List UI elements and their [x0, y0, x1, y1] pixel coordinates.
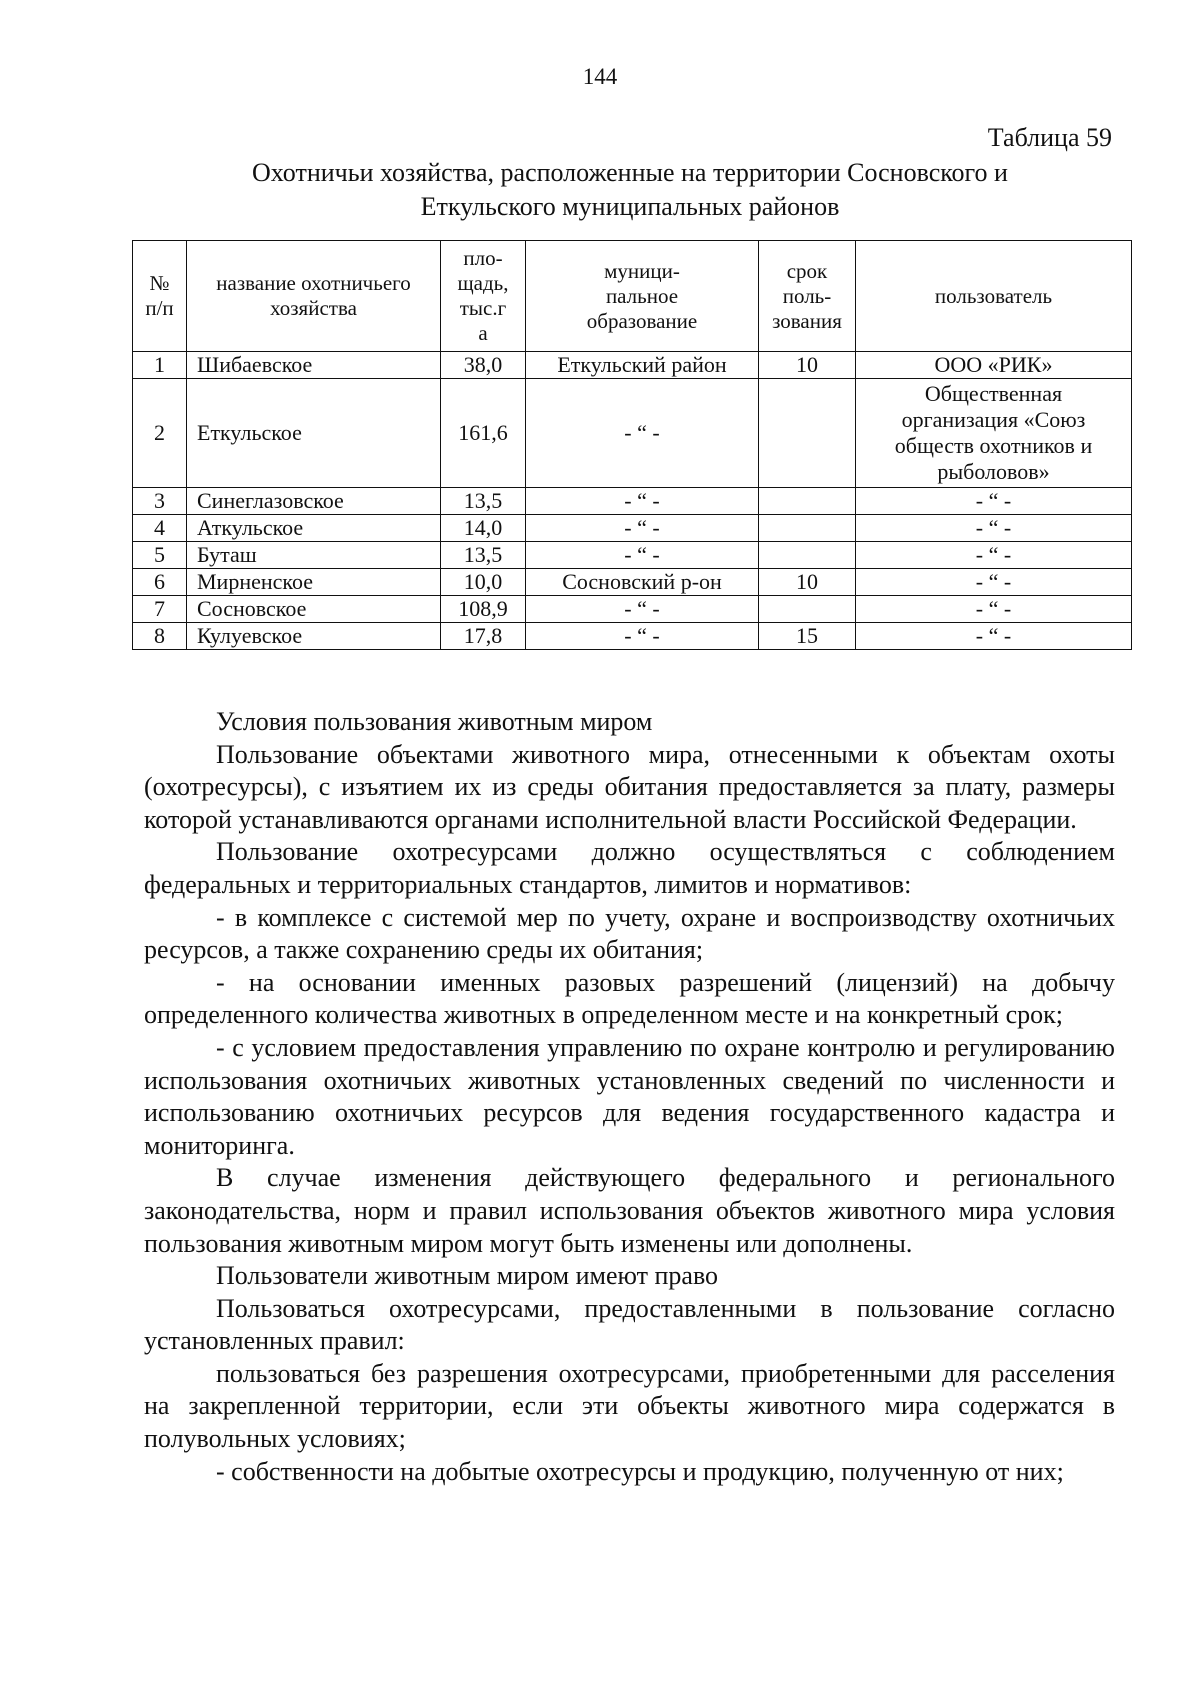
list-item: - в комплексе с системой мер по учету, охране и воспроизводству охотничьих ресурсов, а также сохранению среды их обитания;: [144, 902, 1115, 965]
table-row: [133, 569, 1132, 596]
cell-user: - “ -: [856, 488, 1132, 515]
cell-num: 2: [133, 379, 187, 488]
table-title-line: Охотничьи хозяйства, расположенные на территории Сосновского и: [252, 158, 1008, 187]
cell-user: - “ -: [856, 515, 1132, 542]
table-row: [133, 623, 1132, 650]
cell-term: [759, 379, 856, 488]
cell-municipality: - “ -: [526, 515, 759, 542]
header-municipality: муници- пальное образование: [526, 241, 759, 352]
header-name: название охотничьего хозяйства: [187, 241, 441, 352]
cell-name: Мирненское: [187, 569, 441, 596]
cell-term: [759, 515, 856, 542]
cell-municipality: - “ -: [526, 596, 759, 623]
cell-user: - “ -: [856, 542, 1132, 569]
cell-num: 6: [133, 569, 187, 596]
paragraph: Пользование охотресурсами должно осуществляться с соблюдением федеральных и территориальных стандартов, лимитов и нормативов:: [144, 837, 1115, 899]
cell-term: [759, 596, 856, 623]
cell-term: [759, 542, 856, 569]
cell-area: 38,0: [441, 352, 526, 379]
cell-area: 161,6: [441, 379, 526, 488]
cell-num: 8: [133, 623, 187, 650]
cell-name: Аткульское: [187, 515, 441, 542]
table-row: [133, 488, 1132, 515]
paragraph: Пользоваться охотресурсами, предоставленными в пользование согласно установленных правил:: [144, 1293, 1115, 1356]
cell-municipality: Сосновский р-он: [526, 569, 759, 596]
cell-municipality: - “ -: [526, 623, 759, 650]
cell-user: - “ -: [856, 623, 1132, 650]
paragraph: пользоваться без разрешения охотресурсами, приобретенными для расселения на закрепленной территории, если эти объекты животного мира содержатся в полувольных условиях;: [144, 1358, 1115, 1454]
cell-name: Сосновское: [187, 596, 441, 623]
table-row: [133, 379, 1132, 488]
cell-area: 13,5: [441, 488, 526, 515]
cell-name: Буташ: [187, 542, 441, 569]
cell-area: 17,8: [441, 623, 526, 650]
cell-user: Общественная организация «Союз обществ охотников и рыболовов»: [856, 379, 1132, 488]
header-num: № п/п: [133, 241, 187, 352]
cell-area: 108,9: [441, 596, 526, 623]
hunting-farms-table: [132, 240, 1132, 650]
cell-area: 13,5: [441, 542, 526, 569]
body-text: [144, 706, 1115, 1488]
cell-municipality: - “ -: [526, 542, 759, 569]
section-heading: Пользователи животным миром имеют право: [216, 1261, 719, 1291]
cell-area: 14,0: [441, 515, 526, 542]
table-title-line: Еткульского муниципальных районов: [420, 192, 840, 221]
cell-municipality: - “ -: [526, 488, 759, 515]
cell-name: Шибаевское: [187, 352, 441, 379]
cell-num: 7: [133, 596, 187, 623]
cell-term: [759, 488, 856, 515]
table-row: [133, 542, 1132, 569]
table-header-row: [133, 241, 1132, 352]
table-label: Таблица 59: [987, 123, 1112, 152]
cell-name: Кулуевское: [187, 623, 441, 650]
cell-term: 10: [759, 352, 856, 379]
list-item: - собственности на добытые охотресурсы и продукцию, полученную от них;: [216, 1456, 1064, 1486]
cell-municipality: Еткульский район: [526, 352, 759, 379]
cell-num: 5: [133, 542, 187, 569]
cell-num: 1: [133, 352, 187, 379]
header-term: срок поль- зования: [759, 241, 856, 352]
cell-term: 10: [759, 569, 856, 596]
table-row: [133, 352, 1132, 379]
header-area: пло- щадь, тыс.г а: [441, 241, 526, 352]
paragraph: В случае изменения действующего федерального и регионального законодательства, норм и правил использования объектов животного мира условия пользования животным миром могут быть изменены или дополнены.: [144, 1163, 1115, 1258]
header-user: пользователь: [856, 241, 1132, 352]
table-row: [133, 515, 1132, 542]
cell-term: 15: [759, 623, 856, 650]
cell-area: 10,0: [441, 569, 526, 596]
cell-user: - “ -: [856, 569, 1132, 596]
cell-user: - “ -: [856, 596, 1132, 623]
table-row: [133, 596, 1132, 623]
cell-num: 4: [133, 515, 187, 542]
cell-name: Синеглазовское: [187, 488, 441, 515]
cell-municipality: - “ -: [526, 379, 759, 488]
paragraph: Пользование объектами животного мира, отнесенными к объектам охоты (охотресурсы), с изъятием их из среды обитания предоставляется за плату, размеры которой устанавливаются органами исполнительной власти Российской Федерации.: [144, 739, 1115, 834]
list-item: - на основании именных разовых разрешений (лицензий) на добычу определенного количества животных в определенном месте и на конкретный срок;: [144, 967, 1115, 1030]
page-number: 144: [582, 64, 618, 89]
cell-name: Еткульское: [187, 379, 441, 488]
cell-num: 3: [133, 488, 187, 515]
list-item: - с условием предоставления управлению по охране контролю и регулированию использования охотничьих животных установленных сведений по численности и использованию охотничьих ресурсов для ведения государственного кадастра и мониторинга.: [144, 1032, 1115, 1160]
table-title: [150, 156, 1110, 224]
section-heading: Условия пользования животным миром: [216, 707, 653, 736]
cell-user: ООО «РИК»: [856, 352, 1132, 379]
